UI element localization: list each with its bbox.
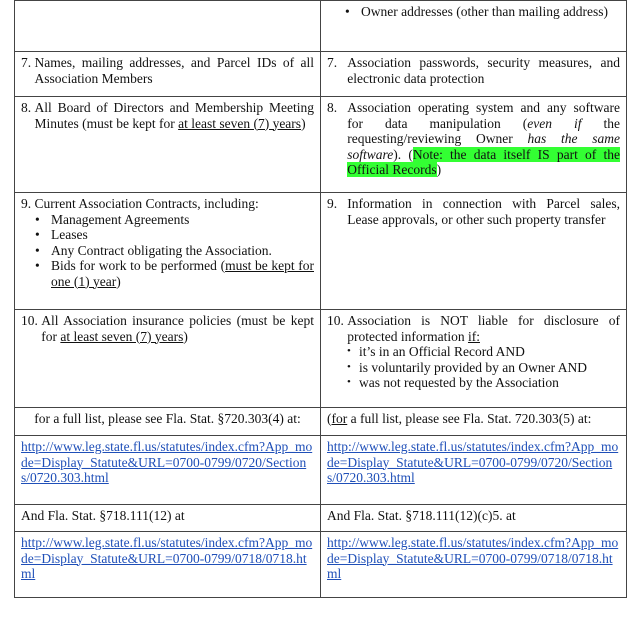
numbered-item	[21, 313, 314, 344]
list-item: • Bids for work to be performed (must be kept for one (1) year)	[35, 258, 314, 289]
table-cell	[15, 408, 321, 436]
statute-718-link[interactable]: http://www.leg.state.fl.us/statutes/index.cfm?App_mode=Display_Statute&URL=0700-0799/0718/0718.html	[21, 535, 313, 581]
numbered-item	[21, 100, 314, 131]
item-text: Association passwords, security measures, and electronic data protection	[347, 55, 620, 86]
table-cell	[321, 436, 627, 505]
reference-text: And Fla. Stat. §718.111(12)(c)5. at	[327, 508, 516, 523]
list-item: • is voluntarily provided by an Owner AND	[347, 360, 620, 376]
item-text: Current Association Contracts, including:	[34, 196, 259, 211]
table-cell	[321, 408, 627, 436]
table-row	[15, 408, 627, 436]
table-row	[15, 505, 627, 532]
table-cell	[15, 193, 321, 310]
list-item: • Any Contract obligating the Association.	[35, 243, 314, 259]
numbered-item	[327, 196, 620, 227]
table-cell	[321, 1, 627, 52]
table-cell	[321, 532, 627, 598]
item-number: 8.	[327, 100, 338, 115]
table-cell	[321, 310, 627, 408]
table-row	[15, 97, 627, 193]
table-row	[15, 193, 627, 310]
table-cell	[321, 52, 627, 97]
table-cell	[15, 310, 321, 408]
table-cell	[321, 97, 627, 193]
highlighted-note: Note: the data itself IS part of the Official Records	[347, 146, 620, 177]
item-text: Names, mailing addresses, and Parcel IDs of all Association Members	[34, 55, 314, 86]
reference-text: (for a full list, please see Fla. Stat. 720.303(5) at:	[327, 411, 592, 426]
statute-720-link[interactable]: http://www.leg.state.fl.us/statutes/index.cfm?App_mode=Display_Statute&URL=0700-0799/0720/Sections/0720.303.html	[327, 439, 619, 485]
table-cell	[15, 436, 321, 505]
numbered-item	[21, 196, 314, 212]
item-text: Association is NOT liable for disclosure of protected information if:	[347, 313, 620, 344]
numbered-item	[327, 100, 620, 178]
item-text: Information in connection with Parcel sales, Lease approvals, or other such property transfer	[347, 196, 620, 227]
table-row	[15, 310, 627, 408]
item-number: 9.	[21, 196, 32, 211]
contracts-list	[21, 212, 314, 290]
table-cell	[15, 52, 321, 97]
table-row	[15, 532, 627, 598]
table-cell	[321, 505, 627, 532]
statute-718-link[interactable]: http://www.leg.state.fl.us/statutes/index.cfm?App_mode=Display_Statute&URL=0700-0799/0718/0718.html	[327, 535, 619, 581]
item-text: Association operating system and any software for data manipulation (even if the requesting/reviewing Owner has the same software). (Note: the data itself IS part of the Official Records)	[347, 100, 621, 177]
list-item: • Leases	[35, 227, 314, 243]
numbered-item	[21, 55, 314, 86]
item-number: 7.	[21, 55, 32, 70]
statute-720-link[interactable]: http://www.leg.state.fl.us/statutes/index.cfm?App_mode=Display_Statute&URL=0700-0799/0720/Sections/0720.303.html	[21, 439, 313, 485]
list-item: • Management Agreements	[35, 212, 314, 228]
item-number: 10.	[327, 313, 344, 328]
item-number: 9.	[327, 196, 338, 211]
table-row	[15, 436, 627, 505]
list-item: • Owner addresses (other than mailing address)	[345, 4, 620, 20]
table-cell	[15, 505, 321, 532]
official-records-table	[14, 0, 627, 598]
table-cell	[15, 532, 321, 598]
item-number: 8.	[21, 100, 32, 115]
reference-text: And Fla. Stat. §718.111(12) at	[21, 508, 185, 523]
table-cell-empty	[15, 1, 321, 52]
item-number: 10.	[21, 313, 38, 328]
table-row	[15, 52, 627, 97]
table-row	[15, 1, 627, 52]
item-number: 7.	[327, 55, 338, 70]
numbered-item	[327, 313, 620, 344]
table-cell	[15, 97, 321, 193]
list-item: • was not requested by the Association	[347, 375, 620, 391]
numbered-item	[327, 55, 620, 86]
item-text: All Board of Directors and Membership Meeting Minutes (must be kept for at least seven (7) years)	[34, 100, 314, 131]
table-cell	[321, 193, 627, 310]
liability-conditions-list	[327, 344, 620, 391]
list-item: • it’s in an Official Record AND	[347, 344, 620, 360]
reference-text: for a full list, please see Fla. Stat. §720.303(4) at:	[34, 411, 301, 426]
item-text: All Association insurance policies (must be kept for at least seven (7) years)	[41, 313, 314, 344]
